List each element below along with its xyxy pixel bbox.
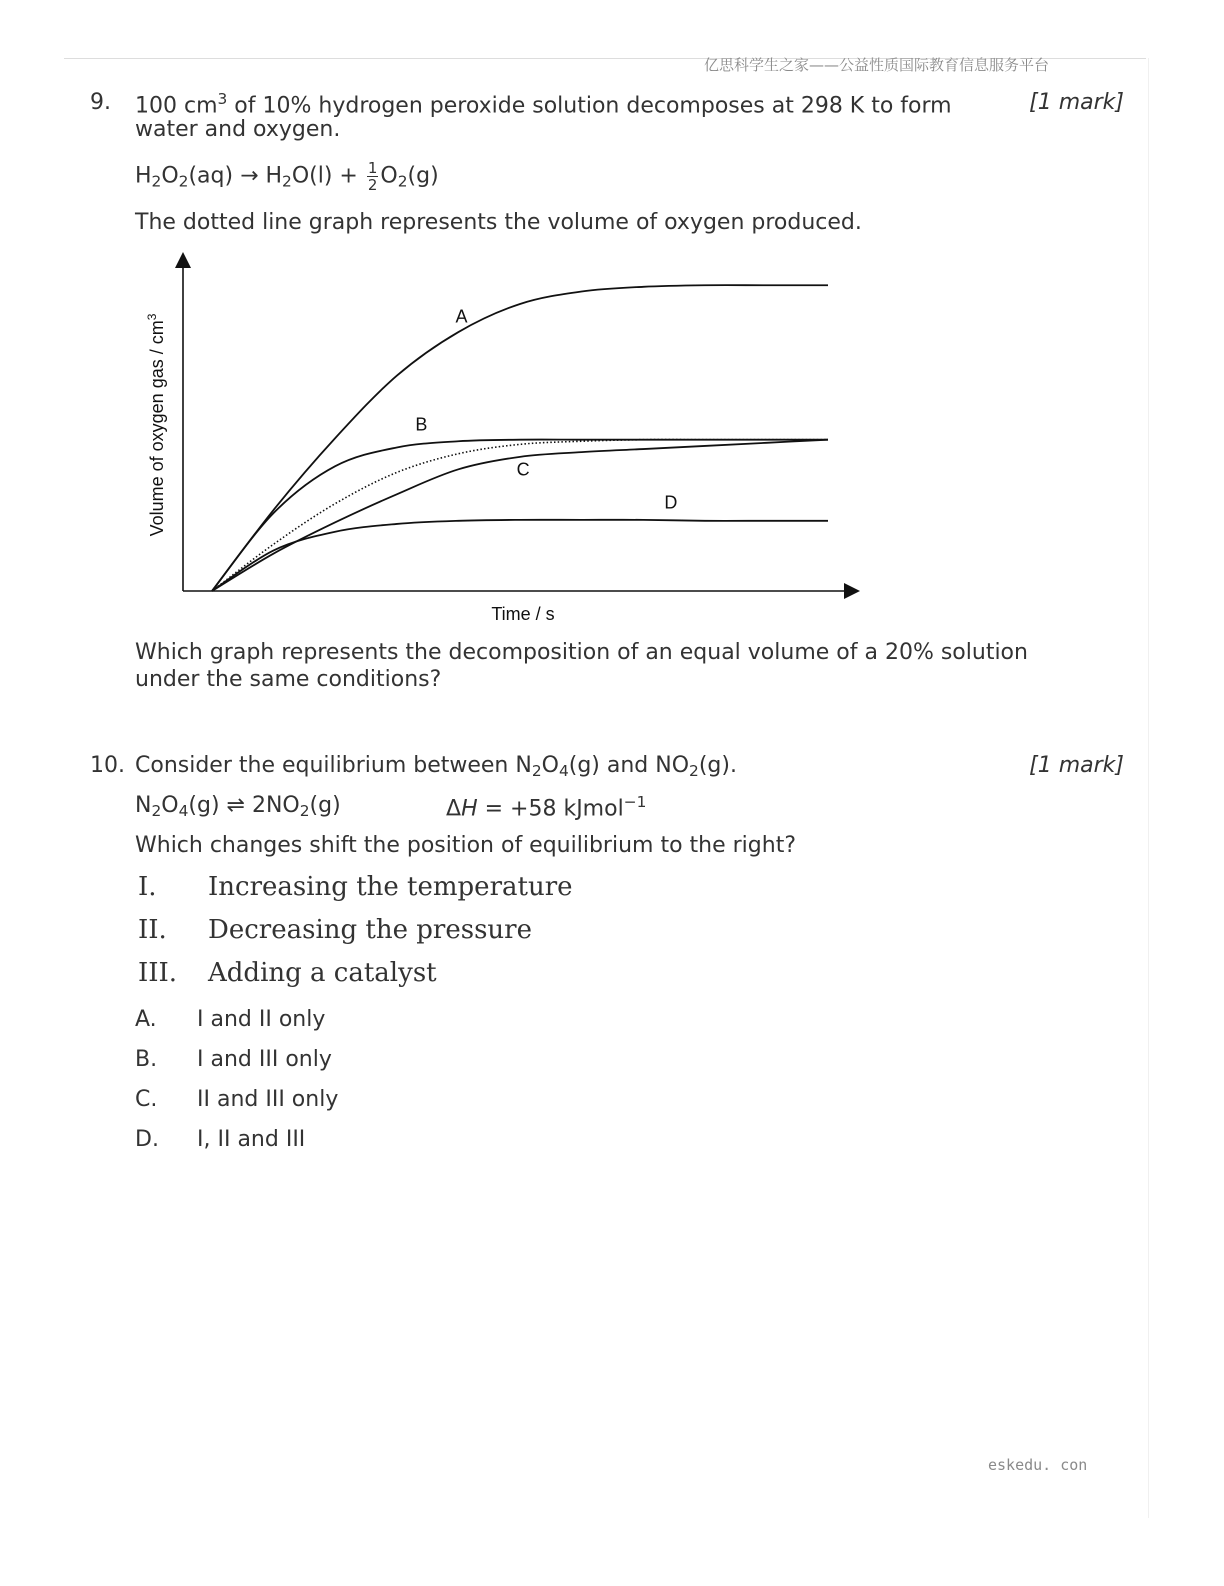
q9-question-line1: Which graph represents the decomposition of an equal volume of a 20% solution: [135, 640, 1028, 665]
q10-option-b[interactable]: B. I and III only: [135, 1047, 332, 1072]
series-label-d: D: [664, 492, 678, 513]
q9-text-line2: water and oxygen.: [135, 117, 341, 142]
series-line-a: [212, 285, 828, 591]
series-line-d: [212, 520, 828, 591]
series-label-b: B: [415, 414, 428, 435]
oxygen-volume-chart: [0, 250, 1224, 630]
y-axis-label: Volume of oxygen gas / $cm^3$: [145, 313, 167, 537]
footer-site: eskedu. con: [988, 1456, 1088, 1474]
series-label-a: A: [455, 306, 468, 327]
q9-text-line1: 100 $cm^3$ of 10% hydrogen peroxide solution decomposes at 298 K to form: [135, 90, 952, 119]
q10-statement-2: II. Decreasing the pressure: [138, 915, 532, 945]
q9-number: 9.: [90, 90, 111, 115]
q10-mark: [1 mark]: [1029, 753, 1124, 778]
q10-statement-3: III. Adding a catalyst: [138, 958, 437, 988]
q10-equation: $N_2O_4(g)$ ⇌ $2NO_2(g)$: [135, 793, 341, 820]
q10-option-a[interactable]: A. I and II only: [135, 1007, 326, 1032]
q10-option-d[interactable]: D. I, II and III: [135, 1127, 306, 1152]
header-watermark: 亿思科学生之家——公益性质国际教育信息服务平台: [704, 56, 1050, 74]
q10-enthalpy: ΔH = +58 kJmol$^{-1}$: [446, 793, 647, 822]
q10-intro: Consider the equilibrium between $N_2O_4(g)$ and $NO_2(g)$.: [135, 753, 737, 780]
q9-equation: $H_2O_2(aq) \to H_2O(l)$ + $\frac{1}{2}$ $O_2(g)$: [135, 159, 439, 194]
q10-question: Which changes shift the position of equilibrium to the right?: [135, 833, 796, 858]
q9-mark: [1 mark]: [1029, 90, 1124, 115]
series-label-c: C: [516, 459, 530, 480]
x-axis-label: Time / s: [491, 604, 555, 624]
q10-option-c[interactable]: C. II and III only: [135, 1087, 339, 1112]
q9-statement: The dotted line graph represents the volume of oxygen produced.: [135, 210, 862, 235]
q9-question-line2: under the same conditions?: [135, 667, 442, 692]
q10-number: 10.: [90, 753, 125, 778]
q10-statement-1: I. Increasing the temperature: [138, 872, 573, 902]
half-fraction: $\frac{1}{2}$: [367, 159, 378, 194]
